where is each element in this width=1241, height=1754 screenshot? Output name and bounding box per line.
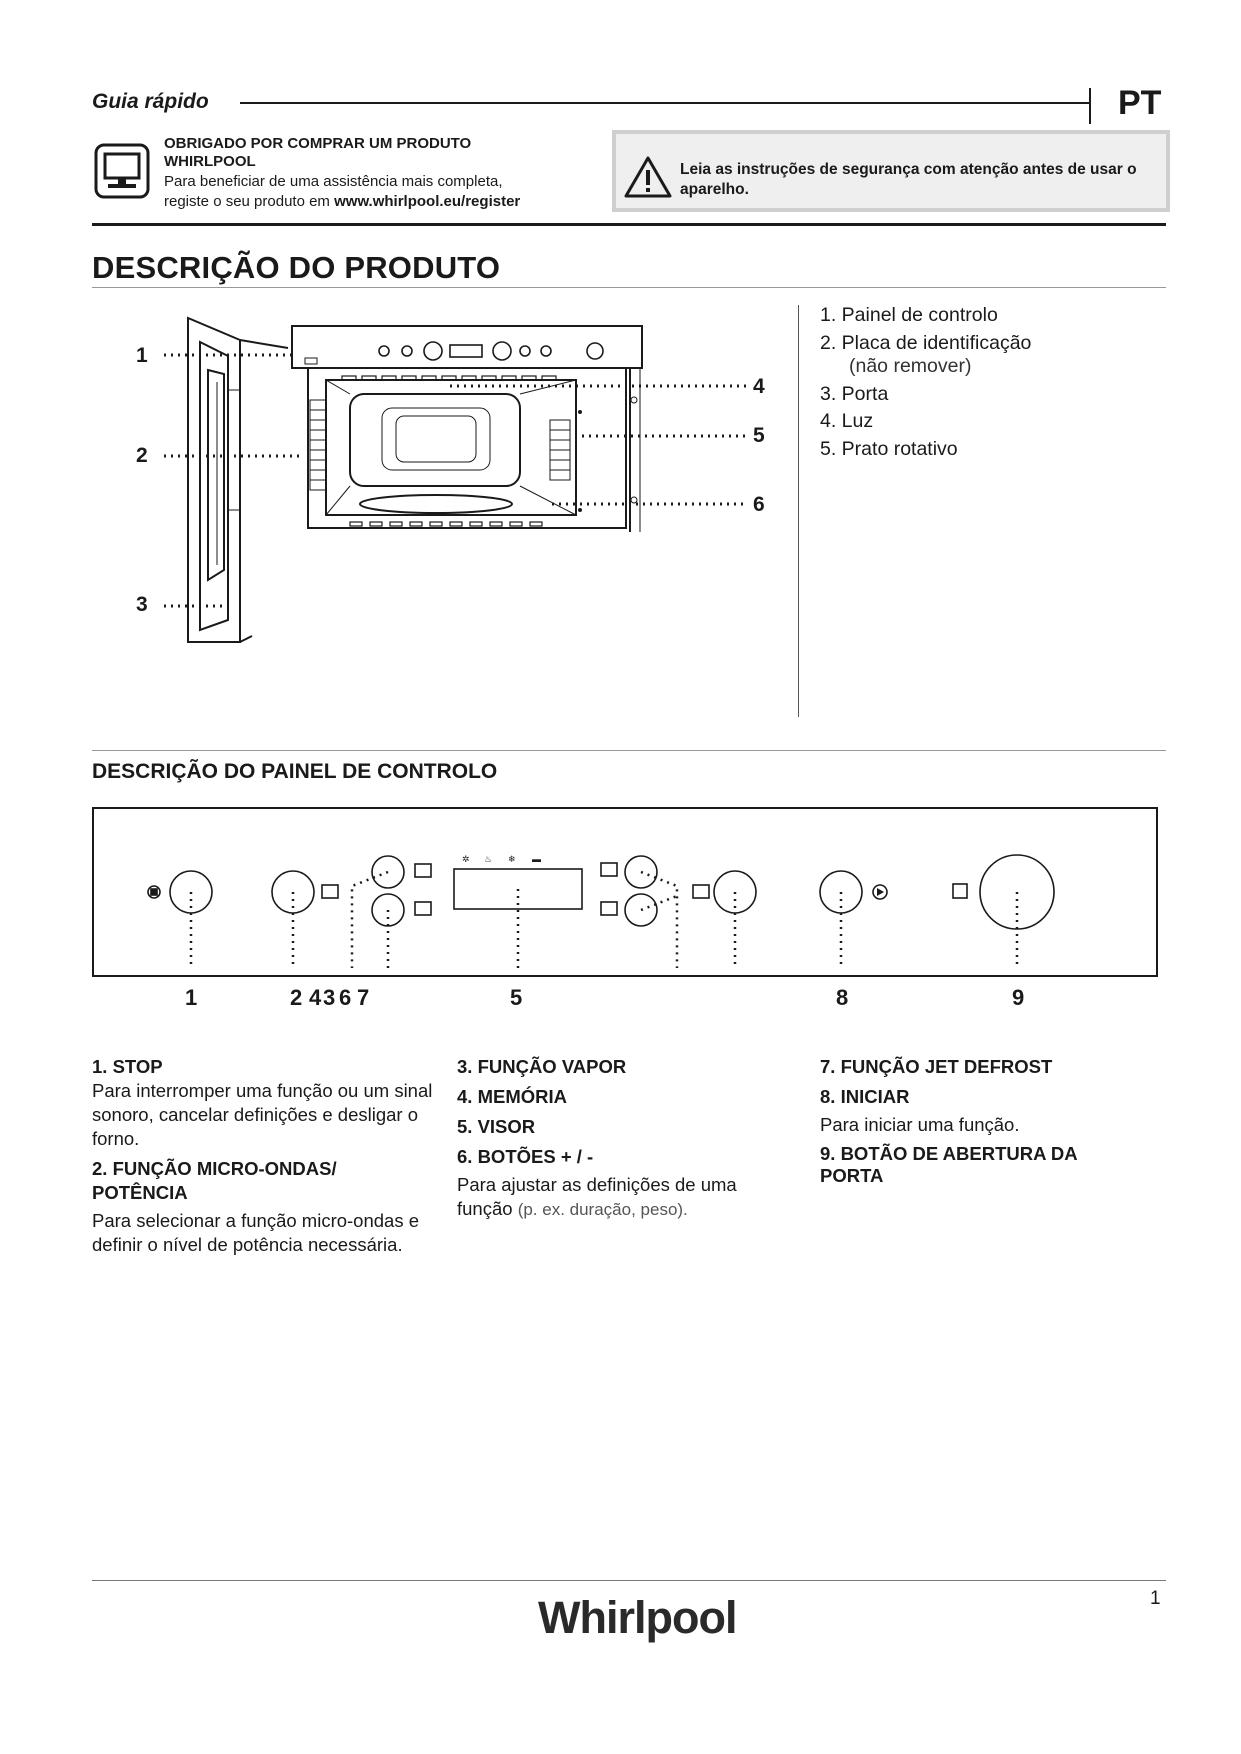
svg-text:✲: ✲ [462,854,470,864]
parts-list-item: 4. Luz [820,410,874,432]
panel-number-8: 8 [836,985,849,1010]
registration-heading: OBRIGADO POR COMPRAR UM PRODUTO WHIRLPOOL [164,135,472,170]
monitor-icon [94,143,150,199]
microwave-diagram [120,300,780,650]
registration-line1: Para beneficiar de uma assistência mais completa, [164,173,503,190]
start-heading: 8. INICIAR [820,1086,910,1107]
parts-list-item: 1. Painel de controlo [820,304,998,326]
plus-minus-description-cont: função [457,1198,513,1219]
description-column-3 [820,1052,1120,1187]
stop-description: Para interromper uma função ou um sinal sonoro, cancelar definições e desligar o forno. [92,1080,433,1149]
parts-list-item: 5. Prato rotativo [820,437,958,460]
callout-5: 5 [753,424,765,447]
steam-heading: 3. FUNÇÃO VAPOR [457,1056,627,1077]
product-parts-list [820,302,1031,463]
start-description: Para iniciar uma função. [820,1114,1020,1135]
stop-heading: 1. STOP [92,1056,163,1077]
panel-number-7: 7 [357,985,370,1010]
panel-number-6: 6 [339,985,352,1010]
callout-6: 6 [753,493,765,516]
title-underline [92,287,1166,288]
section-divider [92,750,1166,751]
door-opening-heading: 9. BOTÃO DE ABERTURA DA PORTA [820,1143,1077,1186]
panel-number-3: 3 [323,985,336,1010]
callout-3: 3 [136,593,148,616]
warning-triangle-icon [624,155,672,199]
callout-1: 1 [136,344,148,367]
description-column-1 [92,1052,437,1263]
microwave-heading: 2. FUNÇÃO MICRO-ONDAS/ POTÊNCIA [92,1158,337,1203]
parts-list-item: 2. Placa de identificação [820,331,1032,354]
svg-text:❄: ❄ [508,854,516,864]
parts-list-item: 3. Porta [820,382,889,405]
page-number: 1 [1150,1588,1161,1609]
callout-4: 4 [753,375,765,398]
control-panel-diagram [92,806,1164,986]
whirlpool-logo: Whirlpool [538,1592,737,1643]
svg-text:▬: ▬ [532,854,541,864]
control-panel-title: DESCRIÇÃO DO PAINEL DE CONTROLO [92,760,498,783]
svg-text:♨: ♨ [484,854,493,864]
section-divider [92,223,1166,226]
panel-number-5: 5 [510,985,523,1010]
safety-warning-text: Leia as instruções de segurança com atenção antes de usar o aparelho. [680,161,1137,198]
description-column-2 [457,1052,787,1222]
parts-list-item-note: (não remover) [849,355,972,377]
display-heading: 5. VISOR [457,1116,536,1137]
panel-number-1: 1 [185,985,198,1010]
registration-text [164,172,520,212]
callout-2: 2 [136,444,148,467]
jet-defrost-heading: 7. FUNÇÃO JET DEFROST [820,1056,1053,1077]
plus-minus-description: Para ajustar as definições de uma [457,1174,737,1195]
registration-url[interactable]: www.whirlpool.eu/register [334,193,521,210]
footer-rule [92,1580,1166,1581]
guide-title: Guia rápido [92,90,209,113]
panel-number-2: 2 [290,985,303,1010]
plus-minus-example: (p. ex. duração, peso). [517,1200,688,1219]
panel-number-9: 9 [1012,985,1025,1010]
language-code: PT [1118,84,1162,122]
header-rule-tick [1089,88,1091,124]
plus-minus-heading: 6. BOTÕES + / - [457,1146,594,1167]
column-divider [798,305,799,717]
panel-number-4: 4 [309,985,322,1010]
microwave-description: Para selecionar a função micro-ondas e definir o nível de potência necessária. [92,1210,420,1255]
registration-line2: registe o seu produto em [164,193,335,210]
memory-heading: 4. MEMÓRIA [457,1086,567,1107]
product-description-title: DESCRIÇÃO DO PRODUTO [92,250,501,285]
header-rule [240,102,1090,104]
